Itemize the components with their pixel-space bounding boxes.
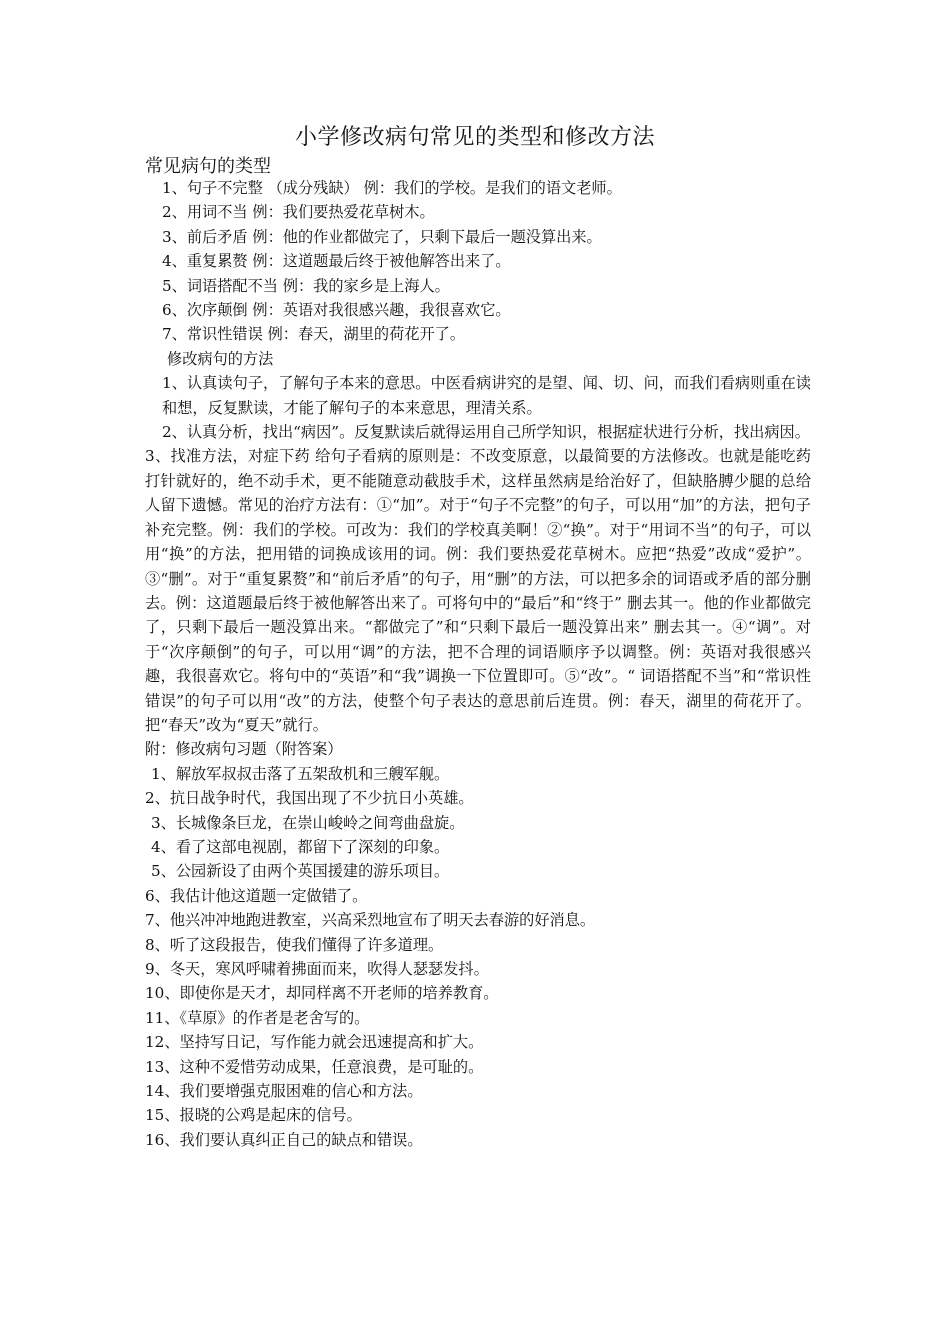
exercise-item: 10、即使你是天才，却同样离不开老师的培养教育。: [145, 984, 499, 1003]
method-paragraph-3: 3、找准方法，对症下药 给句子看病的原则是：不改变原意，以最简要的方法修改。也就是能吃药打针就好的，绝不动手术，更不能随意动截肢手术，这样虽然病是给治好了，但缺胳膊少腿的总给人留下遗憾。常见的治疗方法有：①“加”。对于“句子不完整”的句子，可以用“加”的方法，把句子补充完整。例：我们的学校。可改为：我们的学校真美啊！②“换”。对于“用词不当”的句子，可以用“换”的方法，把用错的词换成该用的词。例：我们要热爱花草树木。应把“热爱”改成“爱护”。③“删”。对于“重复累赘”和“前后矛盾”的句子，用“删”的方法，可以把多余的词语或矛盾的部分删去。例：这道题最后终于被他解答出来了。可将句中的“最后”和“终于” 删去其一。他的作业都做完了，只剩下最后一题没算出来。“都做完了”和“只剩下最后一题没算出来” 删去其一。④“调”。对于“次序颠倒”的句子，可以用“调”的方法，把不合理的词语顺序予以调整。例：英语对我很感兴趣，我很喜欢它。将句中的“英语”和“我”调换一下位置即可。⑤“改”。“ 词语搭配不当”和“常识性错误”的句子可以用“改”的方法，使整个句子表达的意思前后连贯。例：春天，湖里的荷花开了。把“春天”改为“夏天”就行。: [145, 447, 811, 734]
type-item: 5、词语搭配不当 例：我的家乡是上海人。: [162, 276, 450, 295]
section-heading-methods: 修改病句的方法: [167, 349, 274, 368]
type-item: 1、句子不完整 （成分残缺） 例：我们的学校。是我们的语文老师。: [162, 179, 622, 197]
section-heading-exercises: 附：修改病句习题（附答案）: [145, 740, 343, 759]
exercise-item: 13、这种不爱惜劳动成果，任意浪费，是可耻的。: [145, 1057, 484, 1076]
exercise-item: 11、《草原》的作者是老舍写的。: [145, 1008, 370, 1027]
section-heading-types: 常见病句的类型: [145, 156, 271, 177]
document-body: [145, 176, 811, 1152]
exercise-item: 3、长城像条巨龙，在崇山峻岭之间弯曲盘旋。: [151, 813, 465, 832]
exercise-item: 16、我们要认真纠正自己的缺点和错误。: [145, 1130, 423, 1149]
exercise-item: 8、听了这段报告，使我们懂得了许多道理。: [145, 935, 444, 954]
type-item: 4、重复累赘 例：这道题最后终于被他解答出来了。: [162, 252, 511, 271]
type-item: 3、前后矛盾 例：他的作业都做完了，只剩下最后一题没算出来。: [162, 227, 602, 246]
exercise-item: 7、他兴冲冲地跑进教室，兴高采烈地宣布了明天去春游的好消息。: [145, 911, 596, 930]
exercise-item: 1、解放军叔叔击落了五架敌机和三艘军舰。: [151, 764, 450, 783]
method-paragraph-1: 1、认真读句子，了解句子本来的意思。中医看病讲究的是望、闻、切、问，而我们看病则重在读和想，反复默读，才能了解句子的本来意思，理清关系。: [162, 374, 811, 417]
exercise-item: 14、我们要增强克服困难的信心和方法。: [145, 1082, 423, 1101]
exercise-item: 5、公园新设了由两个英国援建的游乐项目。: [151, 862, 450, 881]
exercise-item: 2、抗日战争时代，我国出现了不少抗日小英雄。: [145, 789, 474, 808]
exercise-item: 15、报晓的公鸡是起床的信号。: [145, 1106, 362, 1125]
type-item: 2、用词不当 例：我们要热爱花草树木。: [162, 203, 435, 222]
exercise-item: 4、看了这部电视剧，都留下了深刻的印象。: [151, 837, 450, 856]
exercise-item: 9、冬天，寒风呼啸着拂面而来，吹得人瑟瑟发抖。: [145, 960, 489, 978]
type-item: 6、次序颠倒 例：英语对我很感兴趣，我很喜欢它。: [162, 301, 511, 320]
method-paragraph-2: 2、认真分析，找出“病因”。反复默读后就得运用自己所学知识，根据症状进行分析，找出病因。: [162, 423, 810, 442]
type-item: 7、常识性错误 例：春天，湖里的荷花开了。: [162, 325, 466, 344]
page-title: 小学修改病句常见的类型和修改方法: [294, 125, 655, 150]
exercise-item: 6、我估计他这道题一定做错了。: [145, 886, 368, 905]
exercise-item: 12、坚持写日记，写作能力就会迅速提高和扩大。: [145, 1033, 484, 1052]
